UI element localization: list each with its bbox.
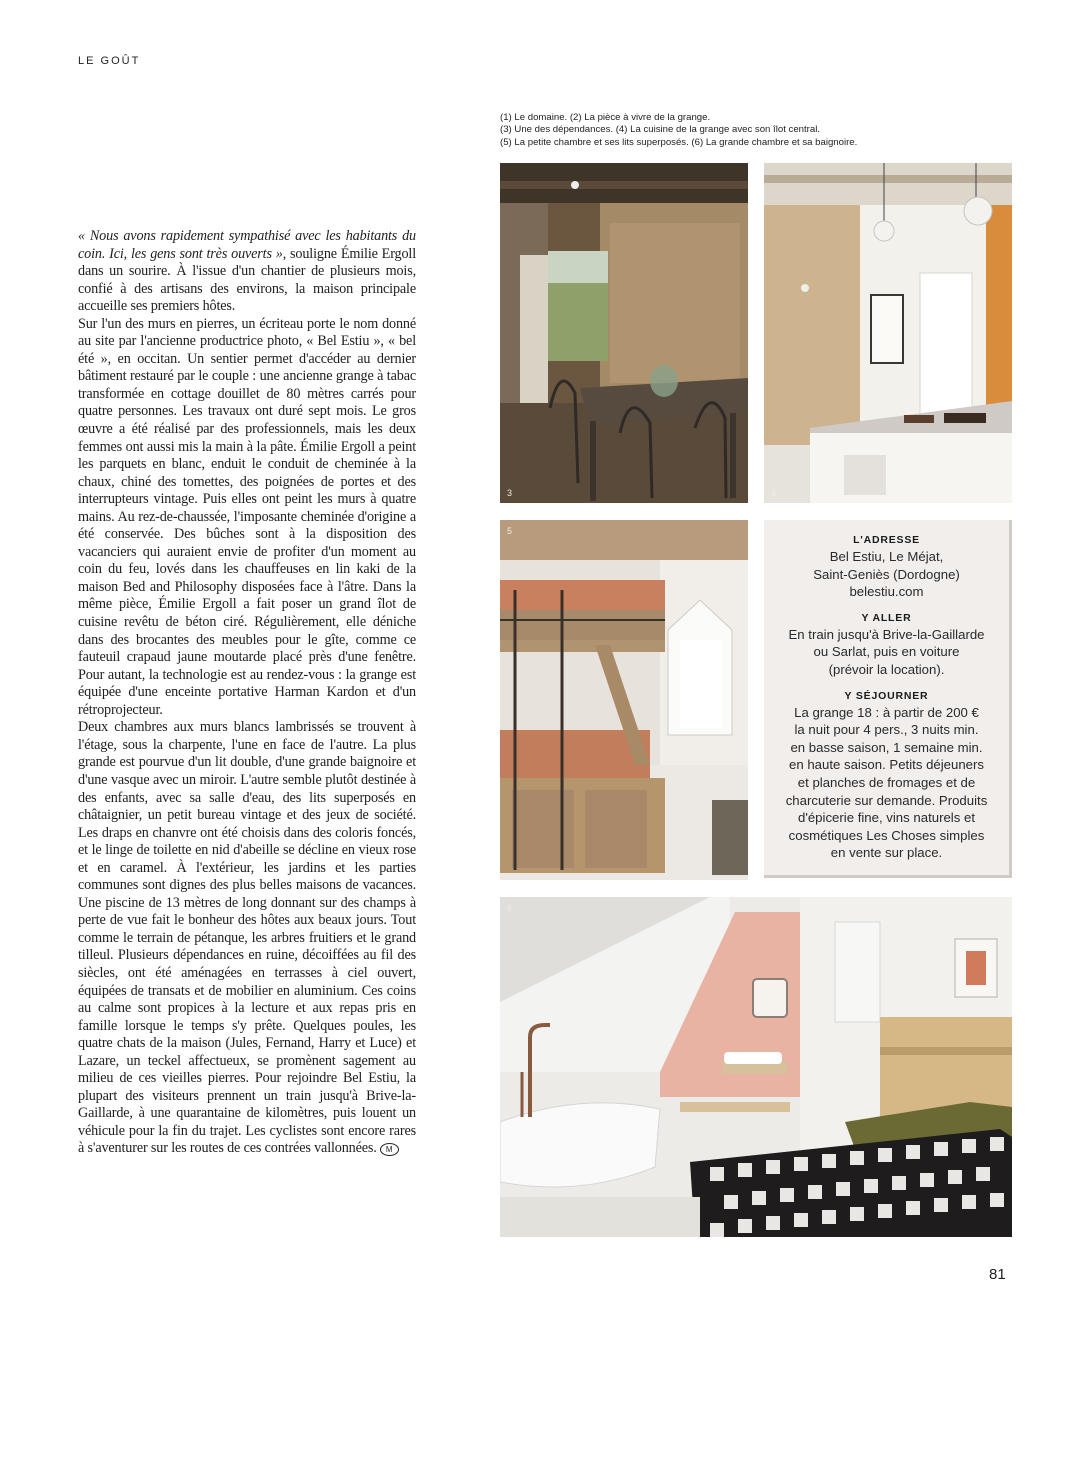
practical-info-box [764, 520, 1012, 878]
photo-number: 3 [507, 488, 513, 498]
info-getting-there-text: En train jusqu'à Brive-la-Gaillarde ou Sarlat, puis en voiture (prévoir la location). [788, 626, 985, 677]
photo-bunk-room [500, 520, 748, 880]
caption-line: (5) La petite chambre et ses lits superposés. (6) La grande chambre et sa baignoire. [500, 136, 858, 148]
kitchen-illustration [764, 163, 1012, 503]
article-text: , souligne Émilie Ergoll dans un sourire. À l'issue d'un chantier de plusieurs mois, confié à des artisans des environs, la maison principale accueille ses premiers hôtes. [78, 245, 416, 315]
master-bedroom-illustration [500, 897, 1012, 1237]
article-text: Deux chambres aux murs blancs lambrissés se trouvent à l'étage, sous la charpente, l'une en face de l'autre. La plus grande est pourvue d'un lit double, d'une grande baignoire et d'une vasque avec un miroir. L'autre semble plutôt destinée à des enfants, avec sa salle d'eau, des lits superposés en châtaignier, un petit bureau vintage et des jeux de société. Les draps en chanvre ont été choisis dans des coloris foncés, et le linge de toilette en nid d'abeille se décline en vieux rose et en caramel. À l'extérieur, les jardins et les parties communes sont dignes des plus belles maisons de vacances. Une piscine de 13 mètres de long donnant sur des champs à perte de vue fait le bonheur des hôtes aux beaux jours. Tout comme le terrain de pétanque, les arbres fruitiers et le grand tilleul. Plusieurs dépendances en ruine, décoiffées au fil des siècles, ont été aménagées en terrasses à ciel ouvert, équipées de transats et de mobilier en aluminium. Ces coins au calme sont propices à la lecture et aux repas pris en famille lorsque le temps s'y prête. Quelques poules, les quatre chats de la maison (Jules, Fernand, Harry et Luce) et Lazare, un teckel affectueux, se promènent sagement au milieu de ces vieilles pierres. Pour rejoindre Bel Estiu, la plupart des visiteurs prennent un train jusqu'à Brive-la-Gaillarde, à une quarantaine de kilomètres, puis louent un véhicule pour la fin du trajet. Les cyclistes sont encore rares à s'aventurer sur les routes de ces contrées vallonnées. [78, 719, 416, 1157]
caption-line: (1) Le domaine. (2) La pièce à vivre de la grange. [500, 112, 711, 123]
bunk-room-illustration [500, 520, 748, 880]
photo-number: 4 [771, 488, 777, 498]
article-paragraph [78, 228, 416, 316]
photo-outbuilding [500, 163, 748, 503]
outbuilding-illustration [500, 163, 748, 503]
photo-captions [500, 112, 1020, 149]
info-address-text: Bel Estiu, Le Méjat, Saint-Geniès (Dordogne) belestiu.com [813, 549, 960, 600]
article-paragraph [78, 719, 416, 1158]
info-heading-address: L'ADRESSE [853, 534, 920, 546]
end-mark-icon: M [380, 1143, 399, 1156]
article-paragraph: Sur l'un des murs en pierres, un écriteau porte le nom donné au site par l'ancienne productrice photo, « Bel Estiu », « bel été », en occitan. Un sentier permet d'accéder au dernier bâtiment restauré par le couple : une ancienne grange à tabac transformée en cottage douillet de 80 mètres carrés pour quatre personnes. Les travaux ont duré sept mois. Le gros œuvre a été réalisé par des professionnels, mais les deux femmes ont aussi mis la main à la pâte. Émilie Ergoll a peint les parquets en blanc, enduit le conduit de cheminée à la chaux, chiné des tomettes, des poignées de portes et des interrupteurs vintage. Puis elles ont peint les murs à quatre mains. Au rez-de-chaussée, l'imposante cheminée d'origine a été conservée. Des bûches sont à la disposition des vacanciers qui auraient envie de profiter d'un moment au coin du feu, lovés dans les chauffeuses en lin kaki de la maison Bed and Philosophy disposées face à l'âtre. Dans la même pièce, Émilie Ergoll a fait poser un grand îlot de cuisine revêtu de béton ciré. Régulièrement, elle déniche dans des brocantes des meubles pour le gîte, comme ce fauteuil crapaud jaune moutarde placé près d'une fenêtre. Pour autant, la technologie est au rendez-vous : la grange est équipée d'une enceinte portative Harman Kardon et d'un rétroprojecteur. [78, 315, 416, 718]
photo-number: 6 [507, 903, 513, 913]
article-quote: « Nous avons rapidement sympathisé avec les habitants du coin. Ici, les gens sont très ouverts » [78, 228, 416, 262]
info-heading-getting-there: Y ALLER [861, 611, 912, 624]
photo-number: 5 [507, 526, 513, 536]
article-body [78, 228, 416, 1158]
section-label: LE GOÛT [78, 55, 141, 67]
info-stay-text: La grange 18 : à partir de 200 € la nuit pour 4 pers., 3 nuits min. en basse saison, 1 semaine min. en haute saison. Petits déjeuners et planches de fromages et de charcuterie sur demande. Produits d'épicerie fine, vins naturels et cosmétiques Les Choses simples en vente sur place. [785, 704, 988, 861]
caption-line: (3) Une des dépendances. (4) La cuisine de la grange avec son îlot central. [500, 124, 820, 136]
page-number: 81 [989, 1266, 1006, 1283]
photo-kitchen [764, 163, 1012, 503]
photo-master-bedroom [500, 897, 1012, 1237]
info-heading-stay: Y SÉJOURNER [844, 689, 929, 702]
